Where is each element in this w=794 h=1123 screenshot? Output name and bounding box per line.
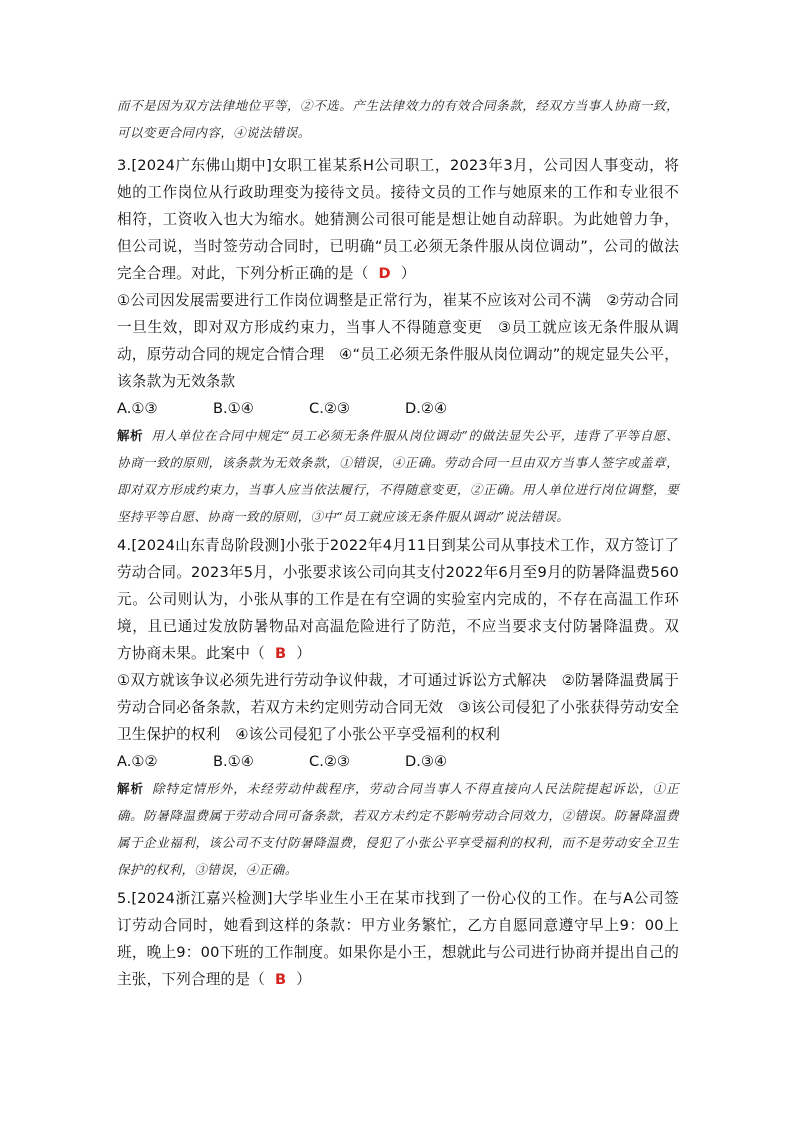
question-4-stem-end: ） [296,645,312,662]
question-3-explanation [117,422,679,530]
question-3-explanation-text: 用人单位在合同中规定“员工必须无条件服从岗位调动”的做法显失公平，违背了平等自愿、协商一致的原则，该条款为无效条款，①错误，④正确。劳动合同一旦由双方当事人签字或盖章，即对双方形成约束力，当事人应当依法履行，不得随意变更，②正确。用人单位进行岗位调整，要坚持平等自愿、协商一致的原则，③中“员工就应该无条件服从调动”说法错误。 [117,428,679,524]
question-3-statements: ①公司因发展需要进行工作岗位调整是正常行为，崔某不应该对公司不满 ②劳动合同一旦生效，即对双方形成约束力，当事人不得随意变更 ③员工就应该无条件服从调动，原劳动合同的规定合情合理 ④“员工必须无条件服从岗位调动”的规定显失公平，该条款为无效条款 [117,292,679,390]
question-3-stem-end: ） [400,265,416,282]
question-4 [117,532,679,883]
option-d: D.③④ [405,753,448,770]
question-4-stem [117,532,679,667]
question-3-stem [117,152,679,287]
question-3-options [117,395,679,422]
question-5-stem-end: ） [296,971,312,988]
question-3-answer: D [378,265,391,282]
question-4-options [117,748,679,775]
question-3-stem-text: 3.[2024广东佛山期中]女职工崔某系H公司职工，2023年3月，公司因人事变动，将她的工作岗位从行政助理变为接待文员。接待文员的工作与她原来的工作和专业很不相符，工资收入也大为缩水。她猜测公司很可能是想让她自动辞职。为此她曾力争，但公司说，当时签劳动合同时，已明确“员工必须无条件服从岗位调动”，公司的做法完全合理。对此，下列分析正确的是（ [117,157,679,282]
question-4-statements: ①双方就该争议必须先进行劳动争议仲裁，才可通过诉讼方式解决 ②防暑降温费属于劳动合同必备条款，若双方未约定则劳动合同无效 ③该公司侵犯了小张获得劳动安全卫生保护的权利 ④该公司侵犯了小张公平享受福利的权利 [117,672,679,743]
intro-explanation: 而不是因为双方法律地位平等，②不选。产生法律效力的有效合同条款，经双方当事人协商一致，可以变更合同内容，④说法错误。 [117,98,679,140]
question-4-explanation [117,775,679,883]
option-b: B.①④ [213,400,254,417]
explanation-label: 解析 [117,428,144,443]
question-5 [117,885,679,993]
question-3 [117,152,679,530]
option-c: C.②③ [309,753,350,770]
option-b: B.①④ [213,753,254,770]
option-a: A.①② [117,753,158,770]
explanation-label: 解析 [117,781,145,796]
question-5-stem-text: 5.[2024浙江嘉兴检测]大学毕业生小王在某市找到了一份心仪的工作。在与A公司签订劳动合同时，她看到这样的条款：甲方业务繁忙，乙方自愿同意遵守早上9：00上班，晚上9：00下班的工作制度。如果你是小王，想就此与公司进行协商并提出自己的主张，下列合理的是（ [117,890,679,988]
option-c: C.②③ [309,400,350,417]
question-4-stem-text: 4.[2024山东青岛阶段测]小张于2022年4月11日到某公司从事技术工作，双方签订了劳动合同。2023年5月，小张要求该公司向其支付2022年6月至9月的防暑降温费560元。公司则认为，小张从事的工作是在有空调的实验室内完成的，不存在高温工作环境，且已通过发放防暑物品对高温危险进行了防范，不应当要求支付防暑降温费。双方协商未果。此案中（ [117,537,679,662]
option-a: A.①③ [117,400,158,417]
option-d: D.②④ [405,400,448,417]
question-4-explanation-text: 除特定情形外，未经劳动仲裁程序，劳动合同当事人不得直接向人民法院提起诉讼，①正确。防暑降温费属于劳动合同可备条款，若双方未约定不影响劳动合同效力，②错误。防暑降温费属于企业福利，该公司不支付防暑降温费，侵犯了小张公平享受福利的权利，而不是劳动安全卫生保护的权利，③错误，④正确。 [117,781,679,877]
document-page [117,92,679,993]
question-5-answer: B [274,971,287,988]
question-5-stem [117,885,679,993]
question-4-answer: B [274,645,287,662]
